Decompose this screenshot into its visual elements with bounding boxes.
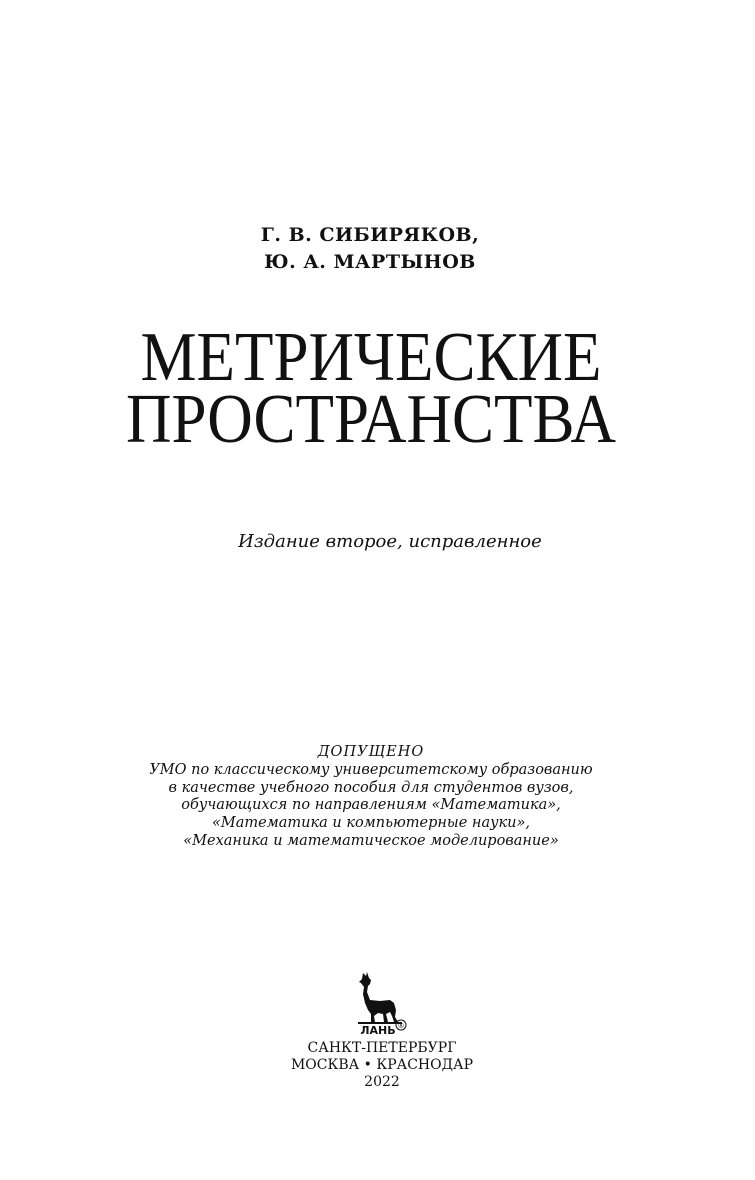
approval-line: УМО по классическому университетскому образованию [149,761,593,778]
publication-year: 2022 [364,1074,400,1090]
title-line-2: ПРОСТРАНСТВА [125,381,617,458]
approval-block [0,744,742,851]
city-line: САНКТ-ПЕТЕРБУРГ [307,1040,457,1056]
author-2: Ю. А. МАРТЫНОВ [264,251,476,273]
city-line: МОСКВА • КРАСНОДАР [290,1057,474,1073]
imprint [0,1040,755,1091]
approval-line: «Механика и математическое моделирование» [183,832,559,849]
approval-line: «Математика и компьютерные науки», [212,815,530,832]
author-1: Г. В. СИБИРЯКОВ, [260,224,480,246]
registered-mark: ® [397,1022,405,1030]
doe-icon [358,972,402,1024]
title-line-1: МЕТРИЧЕСКИЕ [140,319,602,396]
publisher-logo-text: ЛАНЬ [360,1024,396,1036]
approval-line: в качестве учебного пособия для студентов вузов, [168,779,574,796]
approval-line: обучающихся по направлениям «Математика», [181,797,561,814]
authors [0,222,740,276]
approval-heading: ДОПУЩЕНО [317,744,425,760]
publisher-logo [350,970,410,1036]
edition-note: Издание второе, исправленное [238,531,542,552]
book-title [37,319,705,458]
